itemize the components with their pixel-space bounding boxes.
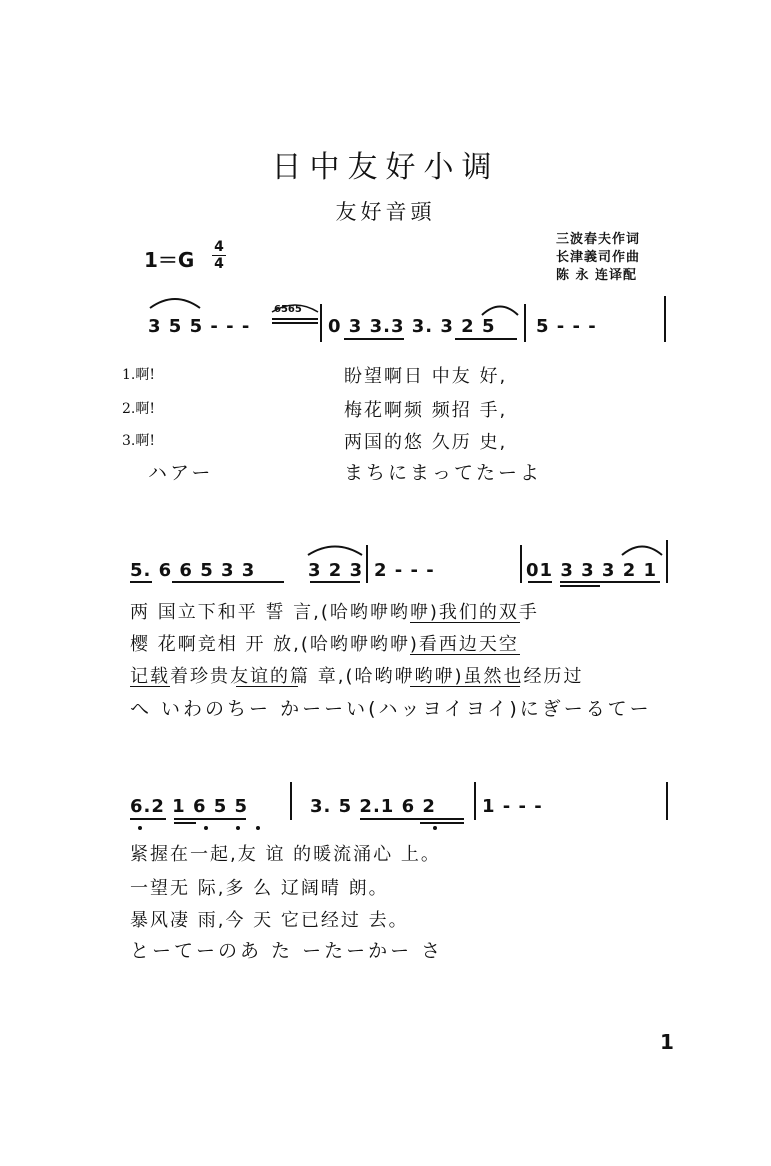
notes-system3-measure2: 3. 5 2.1 6 2 <box>310 796 436 817</box>
verse-label-1: 1.啊! <box>122 367 155 383</box>
lyric-system3-line3: 暴风凄 雨,今 天 它已经过 去。 <box>130 910 409 931</box>
translator-credit: 陈 永 连译配 <box>556 268 638 283</box>
song-subtitle: 友好音頭 <box>335 200 436 224</box>
verse-label-3: 3.啊! <box>122 433 155 449</box>
notes-system2-slurred: 3 2 3 <box>308 560 364 581</box>
lyric-system1-line1: 盼望啊日 中友 好, <box>344 366 508 387</box>
lyric-system1-line3: 两国的悠 久历 史, <box>344 432 508 453</box>
notes-system2-measure1: 5. 6 6 5 3 3 <box>130 560 256 581</box>
grace-notes: 6565 <box>274 304 302 315</box>
key-signature: 1＝G <box>144 248 195 272</box>
notes-system1-measure2: 0 3 3.3 3. 3 2 5 <box>328 316 496 337</box>
composer-credit: 长津義司作曲 <box>556 250 641 265</box>
notes-system1-measure3: 5 - - - <box>536 316 597 337</box>
lyric-system2-line4: へ いわのちー かーーい(ハッヨイヨイ)にぎーるてー <box>130 698 652 720</box>
lyric-system2-line1: 两 国立下和平 誓 言,(哈哟咿哟咿)我们的双手 <box>130 602 539 623</box>
notes-system2-measure2: 2 - - - <box>374 560 435 581</box>
notes-system2-measure3: 01 3 3 3 2 1 <box>526 560 658 581</box>
lyric-system3-line4: とーてーのあ た ーたーかー さ <box>130 940 444 962</box>
lyric-system1-line2: 梅花啊频 频招 手, <box>344 400 508 421</box>
notes-system1-measure1: 3 5 5 - - - <box>148 316 251 337</box>
notes-system3-measure1: 6.2 1 6 5 5 <box>130 796 249 817</box>
page-number: 1 <box>660 1030 674 1054</box>
lyricist-credit: 三波春夫作词 <box>556 232 641 247</box>
lyric-system3-line2: 一望无 际,多 么 辽阔晴 朗。 <box>130 878 389 899</box>
time-signature-top: 4 <box>214 239 224 255</box>
lyric-system2-line2: 樱 花啊竞相 开 放,(哈哟咿哟咿)看西边天空 <box>130 634 519 655</box>
time-signature-bottom: 4 <box>214 256 224 272</box>
verse-label-2: 2.啊! <box>122 401 155 417</box>
notes-system3-measure3: 1 - - - <box>482 796 543 817</box>
lyric-system3-line1: 紧握在一起,友 谊 的暖流涌心 上。 <box>130 844 441 865</box>
verse-label-jp: ハアー <box>148 462 214 484</box>
lyric-system2-line3: 记载着珍贵友谊的篇 章,(哈哟咿哟咿)虽然也经历过 <box>130 666 584 687</box>
lyric-system1-line4: まちにまってたーよ <box>344 462 543 484</box>
song-title: 日中友好小调 <box>271 150 500 185</box>
